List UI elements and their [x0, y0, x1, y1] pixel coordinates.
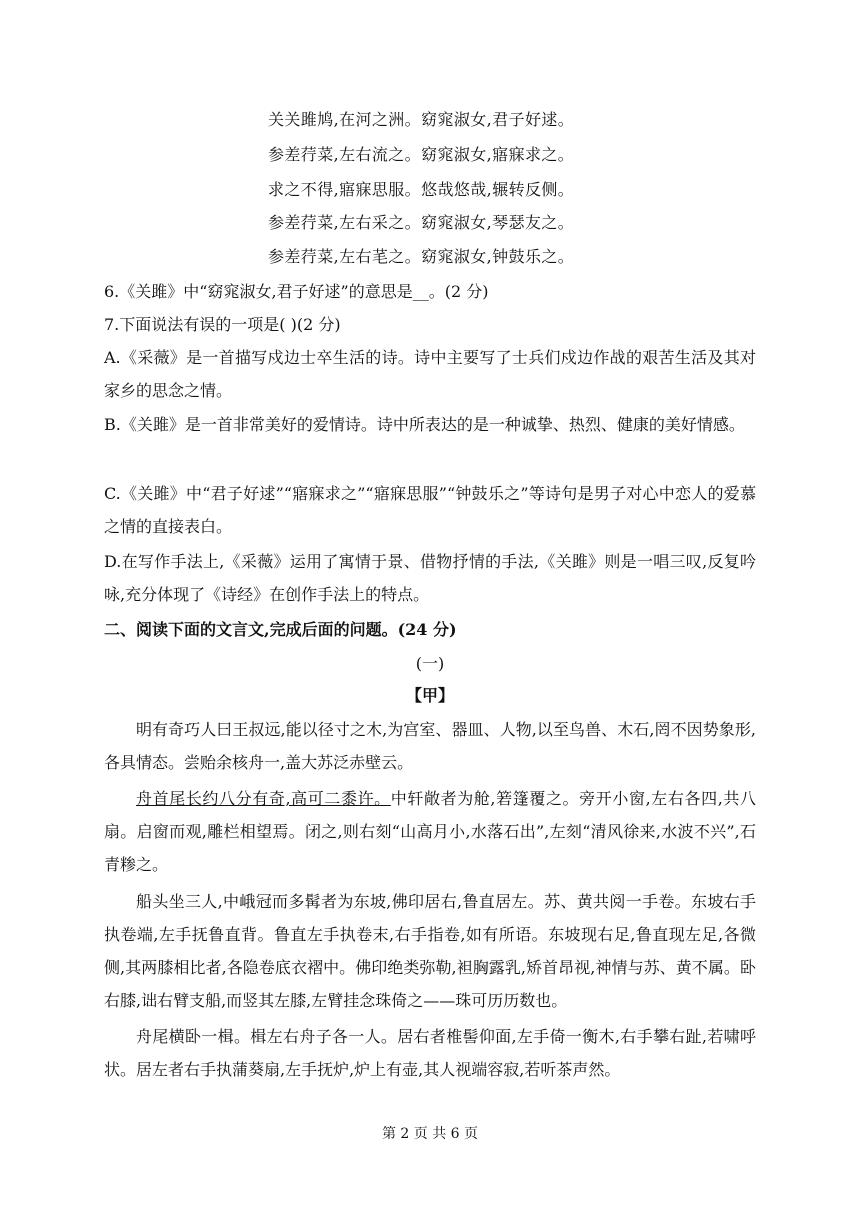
poem-line-5: 参差荇菜,左右芼之。窈窕淑女,钟鼓乐之。: [268, 247, 575, 266]
paragraph-3: [104, 885, 756, 1017]
dotted-character: 比: [189, 958, 206, 977]
passage-jia-label: 【甲】: [405, 686, 454, 705]
poem-line-1: 关关雎鸠,在河之洲。窈窕淑女,君子好逑。: [268, 110, 575, 129]
option-b: B.《关雎》是一首非常美好的爱情诗。诗中所表达的是一种诚挚、热烈、健康的美好情感。: [104, 415, 745, 434]
subsection-label: (一): [415, 654, 445, 673]
paragraph-1-part-2: 形,各具情态。尝贻余核舟一,盖大苏泛赤壁云。: [104, 720, 756, 772]
paragraph-2: [104, 782, 756, 881]
option-a: A.《采薇》是一首描写戍边士卒生活的诗。诗中主要写了士兵们戍边作战的艰苦生活及其对家乡的思念之情。: [104, 348, 756, 400]
poem-line-3: 求之不得,寤寐思服。悠哉悠哉,辗转反侧。: [268, 180, 575, 199]
option-c: C.《关雎》中“君子好逑”“寤寐求之”“寤寐思服”“钟鼓乐之”等诗句是男子对心中恋人的爱慕之情的直接表白。: [104, 484, 756, 536]
paragraph-4: 舟尾横卧一楫。楫左右舟子各一人。居右者椎髻仰面,左手倚一衡木,右手攀右趾,若啸呼状。居左者右手执蒲葵扇,左手抚炉,炉上有壶,其人视端容寂,若听茶声然。: [104, 1027, 756, 1079]
question-7: 7.下面说法有误的一项是( )(2 分): [104, 315, 341, 334]
poem-line-2: 参差荇菜,左右流之。窈窕淑女,寤寐求之。: [268, 145, 575, 164]
paragraph-3-part-1: 船头坐三人,中峨冠而多髯者为东坡,佛印居右,鲁直居左。苏、黄共阅一手卷。东坡右手执卷端,左手抚鲁直背。鲁直左手执卷末,右手指卷,如有所语。东坡现右足,鲁直现左足,各微侧,其两膝相: [104, 892, 756, 977]
poem-line-4: 参差荇菜,左右采之。窈窕淑女,琴瑟友之。: [268, 213, 575, 232]
paragraph-2-rest: 中轩敞者为舱,箬篷覆之。旁开小窗,左右各四,共八扇。启窗而观,雕栏相望焉。闭之,则右刻“山高月小,水落石出”,左刻“清风徐来,水波不兴”,石青糁之。: [104, 789, 756, 874]
paragraph-1: [104, 713, 756, 779]
section-2-heading: 二、阅读下面的文言文,完成后面的问题。(24 分): [104, 620, 457, 639]
paragraph-3-part-2: 者,各隐卷底衣褶中。佛印绝类弥勒,袒胸露乳,矫首昂视,神情与苏、黄不属。卧右膝,诎右臂支船,而竖其左膝,左臂挂念珠倚之——珠可历历数也。: [104, 958, 756, 1010]
page-footer: 第 2 页 共 6 页: [381, 1126, 479, 1142]
paragraph-1-part-1: 明有奇巧人曰王叔远,能以径寸之木,为宫室、器皿、人物,以至鸟兽、木石,罔不因势: [136, 720, 719, 739]
dotted-character: 象: [718, 720, 735, 739]
underlined-sentence: 舟首尾长约八分有奇,高可二黍许。: [136, 789, 391, 808]
question-6: 6.《关雎》中“窈窕淑女,君子好逑”的意思是__。(2 分): [104, 282, 489, 301]
option-d: D.在写作手法上,《采薇》运用了寓情于景、借物抒情的手法,《关雎》则是一唱三叹,反复吟咏,充分体现了《诗经》在创作手法上的特点。: [104, 552, 756, 604]
